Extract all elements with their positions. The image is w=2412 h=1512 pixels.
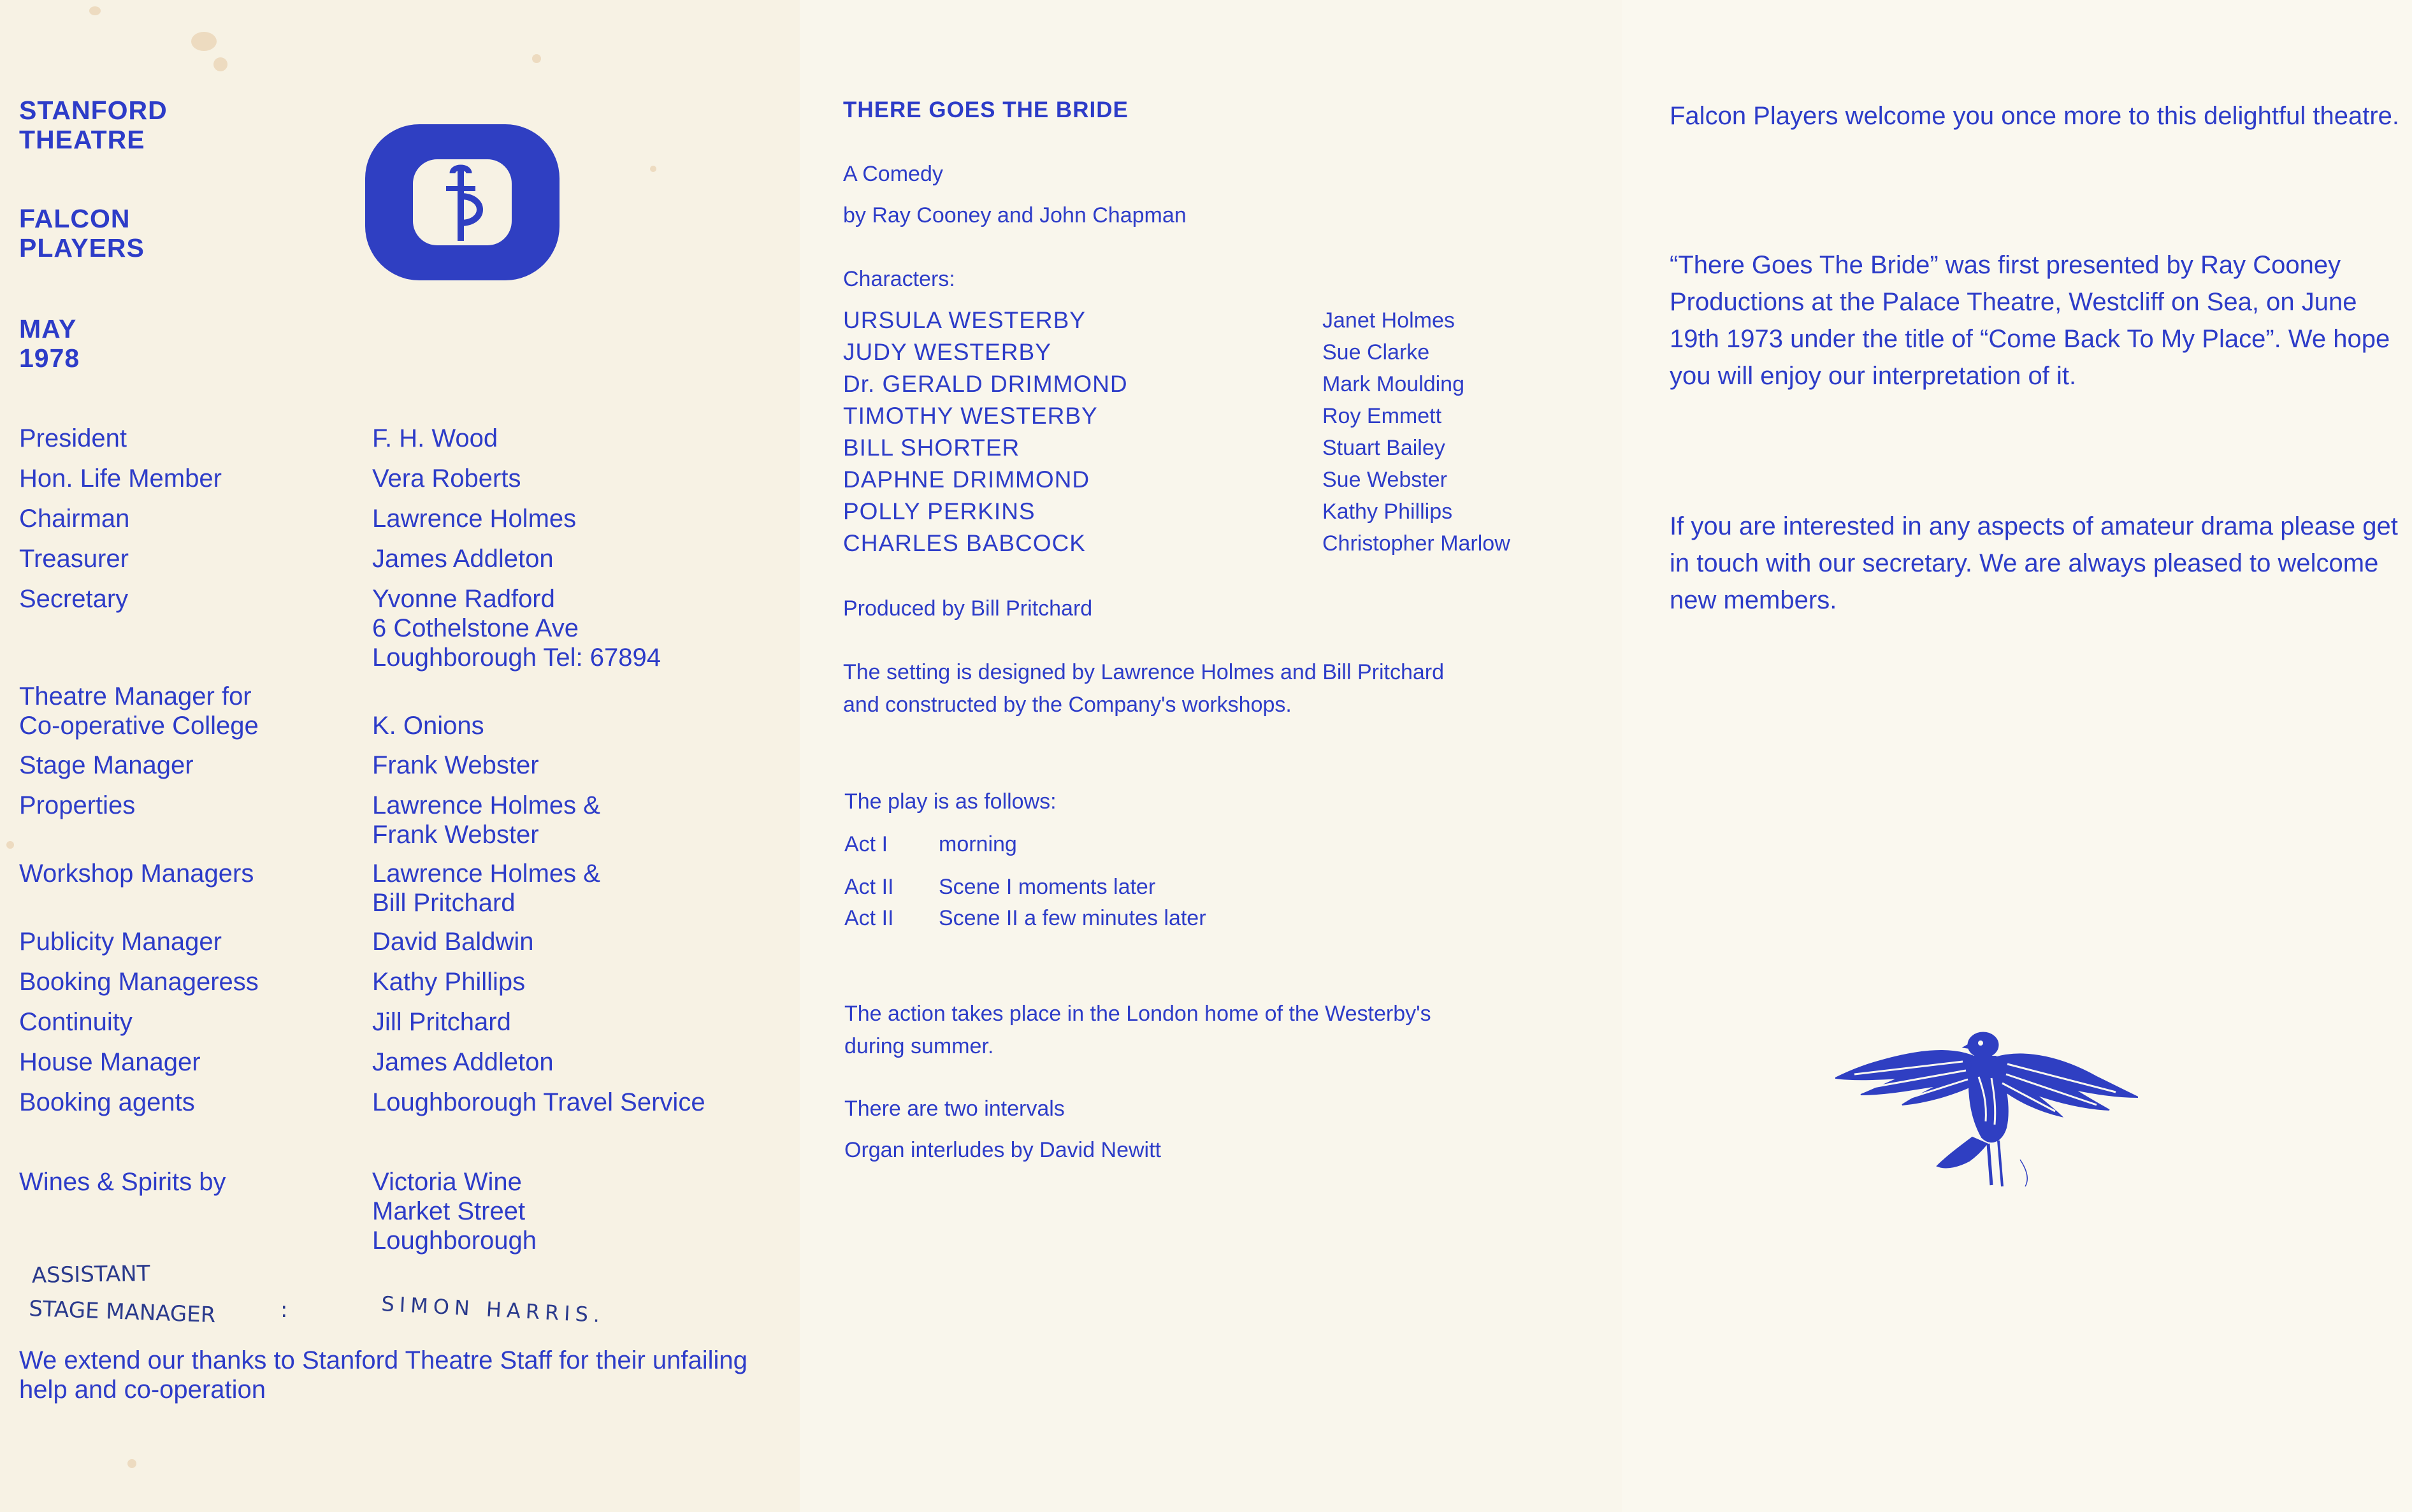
actor-name: Mark Moulding: [1322, 372, 1464, 396]
role-label: Properties: [19, 791, 136, 819]
role-label: Chairman: [19, 505, 130, 533]
setting-line: and constructed by the Company's workshops.: [843, 693, 1292, 717]
role-line: Theatre Manager for: [19, 682, 252, 710]
name-line: Frank Webster: [372, 821, 539, 849]
welcome-paragraph: Falcon Players welcome you once more to this delightful theatre.: [1670, 102, 2400, 130]
action-setting: [844, 1001, 1431, 1059]
role-label: Booking Manageress: [19, 968, 259, 996]
role-label: Wines & Spirits by: [19, 1168, 226, 1196]
role-label: House Manager: [19, 1048, 201, 1076]
act-label: Act I: [844, 832, 888, 856]
handwritten-name: SIMON HARRIS.: [380, 1292, 606, 1328]
actor-name: Roy Emmett: [1322, 404, 1442, 428]
venue-heading: [19, 96, 168, 154]
play-structure-label: The play is as follows:: [844, 789, 1057, 814]
actor-name: Sue Clarke: [1322, 340, 1430, 364]
name-line: Bill Pritchard: [372, 889, 516, 917]
company-line: PLAYERS: [19, 233, 145, 263]
company-heading: [19, 204, 145, 263]
right-panel: [1622, 0, 2412, 1512]
producer-credit: Produced by Bill Pritchard: [843, 596, 1093, 621]
actor-name: Stuart Bailey: [1322, 436, 1445, 460]
action-line: during summer.: [844, 1034, 994, 1058]
setting-credit: [843, 659, 1444, 717]
act-label: Act II: [844, 875, 894, 899]
falcon-illustration-icon: [1835, 1019, 2138, 1192]
character-name: TIMOTHY WESTERBY: [843, 403, 1098, 429]
role-label: Stage Manager: [19, 751, 194, 779]
person-name: Loughborough Travel Service: [372, 1088, 705, 1116]
handwritten-line: ASSISTANT: [31, 1260, 150, 1288]
setting-line: The setting is designed by Lawrence Holmes and Bill Pritchard: [843, 660, 1445, 684]
act-description: morning: [939, 832, 1017, 856]
play-title: THERE GOES THE BRIDE: [843, 97, 1129, 122]
act-description: Scene II a few minutes later: [939, 906, 1206, 930]
address-line: Loughborough: [372, 1227, 537, 1255]
character-name: POLLY PERKINS: [843, 498, 1036, 524]
role-label: [19, 682, 259, 740]
date-year: 1978: [19, 343, 80, 373]
thanks-note: We extend our thanks to Stanford Theatre Staff for their unfailing help and co-operation: [19, 1346, 747, 1404]
act-label: Act II: [844, 906, 894, 930]
person-name: Lawrence Holmes: [372, 505, 577, 533]
role-label: President: [19, 424, 127, 452]
person-name: James Addleton: [372, 1048, 554, 1076]
person-name: Jill Pritchard: [372, 1008, 511, 1036]
person-name: James Addleton: [372, 545, 554, 573]
handwritten-annotation: [0, 1258, 637, 1335]
name-line: Lawrence Holmes &: [372, 860, 600, 888]
falcon-players-logo: [365, 124, 560, 280]
character-name: CHARLES BABCOCK: [843, 530, 1086, 556]
role-label: Treasurer: [19, 545, 129, 573]
character-name: DAPHNE DRIMMOND: [843, 466, 1090, 493]
person-name: Kathy Phillips: [372, 968, 526, 996]
address-line: Victoria Wine: [372, 1168, 522, 1196]
venue-line: STANFORD: [19, 96, 168, 125]
address-line: 6 Cothelstone Ave: [372, 614, 579, 642]
venue-line: THEATRE: [19, 125, 145, 154]
person-name: F. H. Wood: [372, 424, 498, 452]
act-description: Scene I moments later: [939, 875, 1156, 899]
intervals-note: There are two intervals: [844, 1097, 1065, 1121]
company-line: FALCON: [19, 204, 131, 233]
fp-monogram-icon: [413, 159, 512, 245]
actor-name: Christopher Marlow: [1322, 531, 1510, 556]
person-name: Frank Webster: [372, 751, 539, 779]
person-name: Vera Roberts: [372, 464, 521, 493]
secretary-address: [372, 614, 661, 672]
role-label: Workshop Managers: [19, 860, 254, 888]
role-line: Co-operative College: [19, 712, 259, 740]
date-month: MAY: [19, 314, 77, 343]
role-label: Continuity: [19, 1008, 133, 1036]
actor-name: Janet Holmes: [1322, 308, 1455, 333]
role-label: Hon. Life Member: [19, 464, 222, 493]
actor-name: Sue Webster: [1322, 468, 1447, 492]
person-name: Yvonne Radford: [372, 585, 555, 613]
characters-label: Characters:: [843, 267, 955, 291]
person-name: K. Onions: [372, 712, 484, 740]
organ-credit: Organ interludes by David Newitt: [844, 1138, 1162, 1162]
character-name: Dr. GERALD DRIMMOND: [843, 371, 1128, 397]
character-name: URSULA WESTERBY: [843, 307, 1086, 333]
handwritten-colon: :: [280, 1297, 288, 1323]
date-heading: [19, 314, 80, 373]
person-name: [372, 791, 600, 849]
role-label: Booking agents: [19, 1088, 195, 1116]
person-name: David Baldwin: [372, 928, 534, 956]
address-line: Market Street: [372, 1197, 526, 1225]
handwritten-line: STAGE MANAGER: [28, 1296, 217, 1328]
invitation-paragraph: If you are interested in any aspects of amateur drama please get in touch with our secretary. We are always pleased to welcome new members.: [1670, 512, 2398, 614]
actor-name: Kathy Phillips: [1322, 500, 1453, 524]
play-authors: by Ray Cooney and John Chapman: [843, 203, 1187, 227]
role-label: Publicity Manager: [19, 928, 222, 956]
history-paragraph: “There Goes The Bride” was first presented by Ray Cooney Productions at the Palace Theatre, Westcliff on Sea, on June 19th 1973 under the title of “Come Back To My Place”. We hope you will enjoy our interpretation of it.: [1670, 251, 2390, 390]
role-label: Secretary: [19, 585, 129, 613]
supplier-address: [372, 1167, 537, 1255]
character-name: BILL SHORTER: [843, 435, 1020, 461]
name-line: Lawrence Holmes &: [372, 791, 600, 819]
character-name: JUDY WESTERBY: [843, 339, 1051, 365]
person-name: [372, 859, 600, 918]
action-line: The action takes place in the London home of the Westerby's: [844, 1002, 1431, 1026]
play-genre: A Comedy: [843, 162, 943, 186]
address-line: Loughborough Tel: 67894: [372, 644, 661, 672]
